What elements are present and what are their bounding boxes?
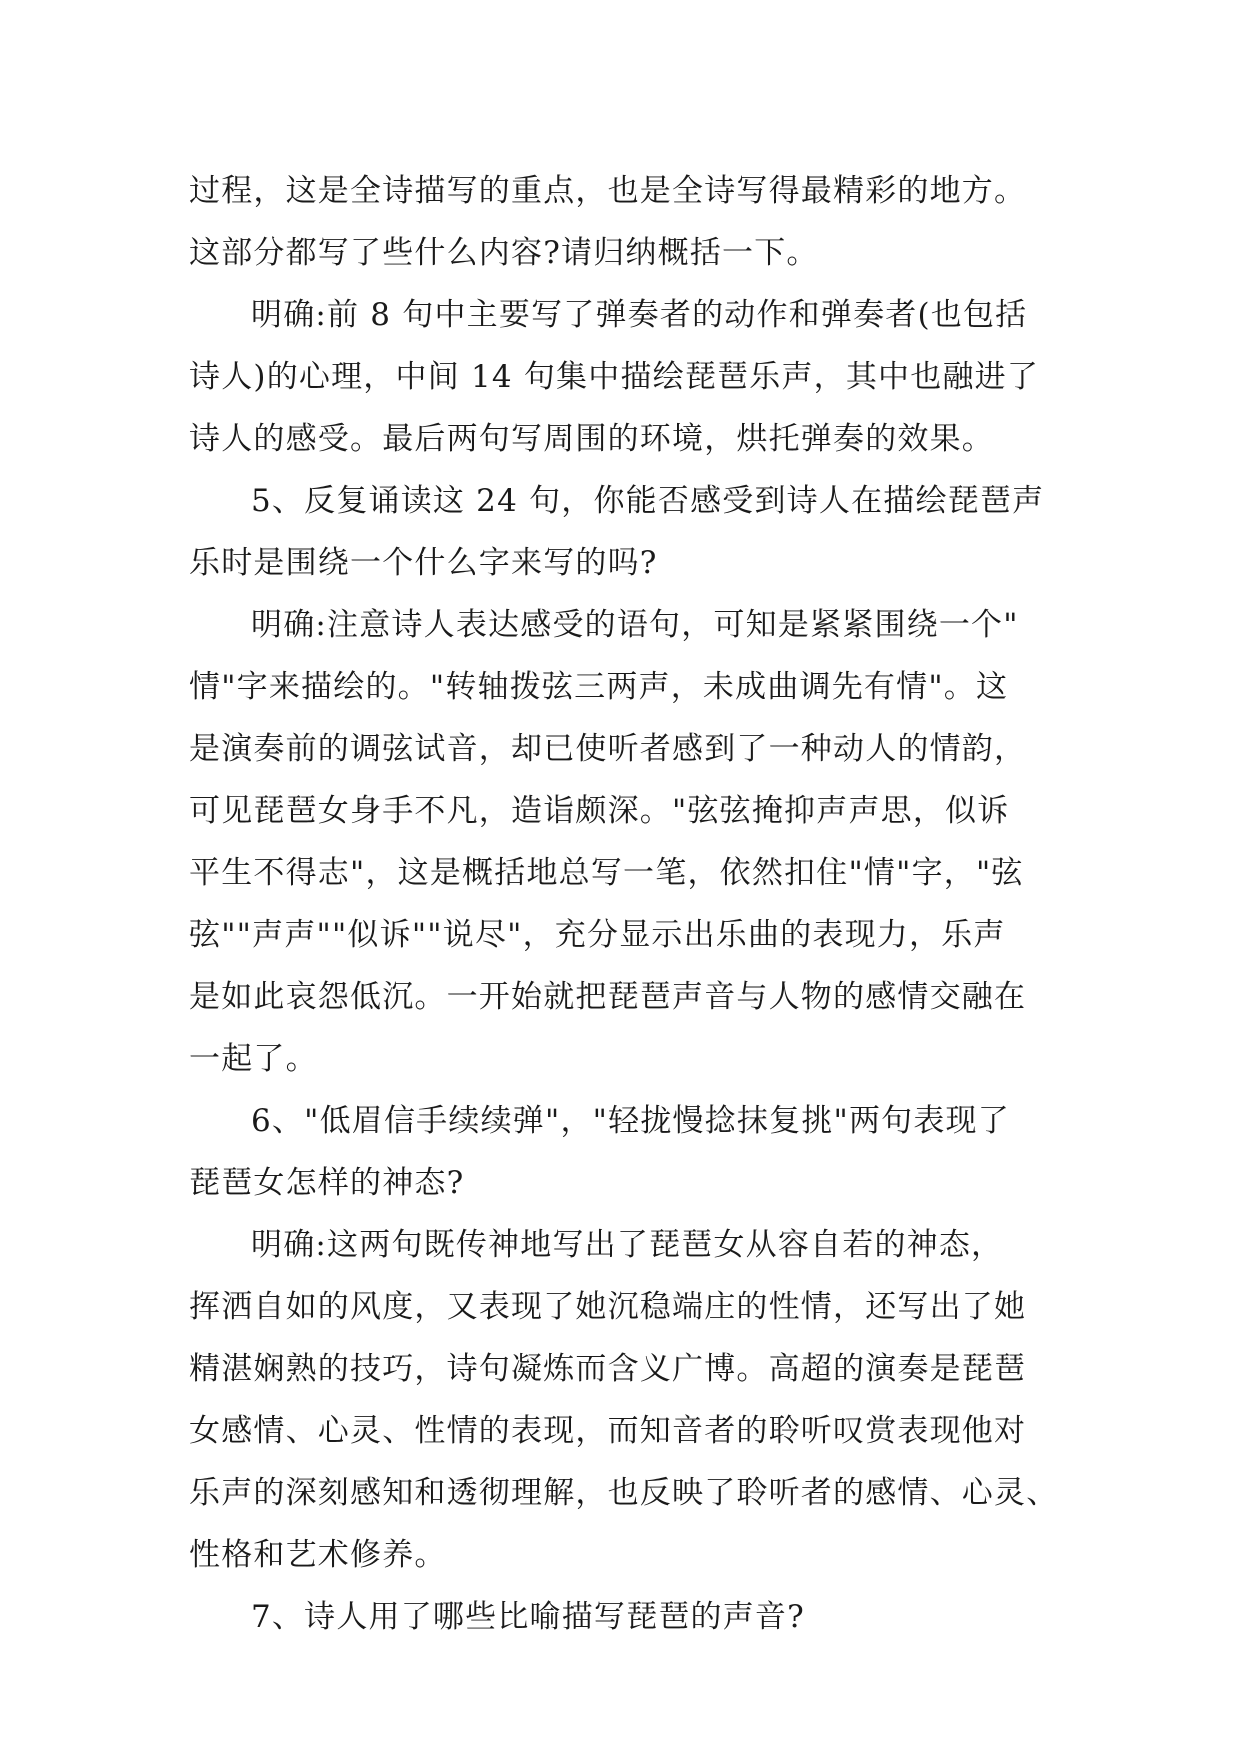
- text-line: 乐时是围绕一个什么字来写的吗?: [189, 545, 658, 581]
- text-line: 可见琵琶女身手不凡，造诣颇深。"弦弦掩抑声声思，似诉: [189, 793, 1010, 829]
- text-line: 挥洒自如的风度，又表现了她沉稳端庄的性情，还写出了她: [189, 1289, 1027, 1325]
- text-line: 7、诗人用了哪些比喻描写琵琶的声音?: [251, 1599, 805, 1635]
- text-line: 明确:注意诗人表达感受的语句，可知是紧紧围绕一个": [251, 607, 1019, 643]
- text-line: 性格和艺术修养。: [189, 1537, 447, 1573]
- text-line: 弦""声声""似诉""说尽"，充分显示出乐曲的表现力，乐声: [189, 917, 1006, 953]
- paragraph-question-6: [189, 1090, 1059, 1214]
- text-line: 这部分都写了些什么内容?请归纳概括一下。: [189, 235, 819, 271]
- text-line: 明确:这两句既传神地写出了琵琶女从容自若的神态，: [251, 1227, 1004, 1263]
- text-line: 诗人)的心理，中间 14 句集中描绘琵琶乐声，其中也融进了: [189, 359, 1040, 395]
- text-line: 乐声的深刻感知和透彻理解，也反映了聆听者的感情、心灵、: [189, 1475, 1059, 1511]
- paragraph-answer-4: [189, 284, 1059, 470]
- paragraph-question-5: [189, 470, 1059, 594]
- text-line: 琵琶女怎样的神态?: [189, 1165, 465, 1201]
- text-line: 平生不得志"，这是概括地总写一笔，依然扣住"情"字，"弦: [189, 855, 1024, 891]
- text-line: 5、反复诵读这 24 句，你能否感受到诗人在描绘琵琶声: [251, 483, 1045, 519]
- paragraph-question-7: [189, 1586, 1059, 1648]
- text-line: 女感情、心灵、性情的表现，而知音者的聆听叹赏表现他对: [189, 1413, 1027, 1449]
- text-line: 是如此哀怨低沉。一开始就把琵琶声音与人物的感情交融在: [189, 979, 1027, 1015]
- text-line: 是演奏前的调弦试音，却已使听者感到了一种动人的情韵，: [189, 731, 1027, 767]
- text-line: 明确:前 8 句中主要写了弹奏者的动作和弹奏者(也包括: [251, 297, 1028, 333]
- text-line: 情"字来描绘的。"转轴拨弦三两声，未成曲调先有情"。这: [189, 669, 1009, 705]
- paragraph-answer-5: [189, 594, 1059, 1090]
- text-line: 诗人的感受。最后两句写周围的环境，烘托弹奏的效果。: [189, 421, 994, 457]
- paragraph-answer-6: [189, 1214, 1059, 1586]
- text-line: 一起了。: [189, 1041, 318, 1077]
- text-line: 过程，这是全诗描写的重点，也是全诗写得最精彩的地方。: [189, 173, 1027, 209]
- text-line: 6、"低眉信手续续弹"，"轻拢慢捻抹复挑"两句表现了: [251, 1103, 1010, 1139]
- document-body: [189, 160, 1059, 1648]
- text-line: 精湛娴熟的技巧，诗句凝炼而含义广博。高超的演奏是琵琶: [189, 1351, 1027, 1387]
- paragraph-continuation: [189, 160, 1059, 284]
